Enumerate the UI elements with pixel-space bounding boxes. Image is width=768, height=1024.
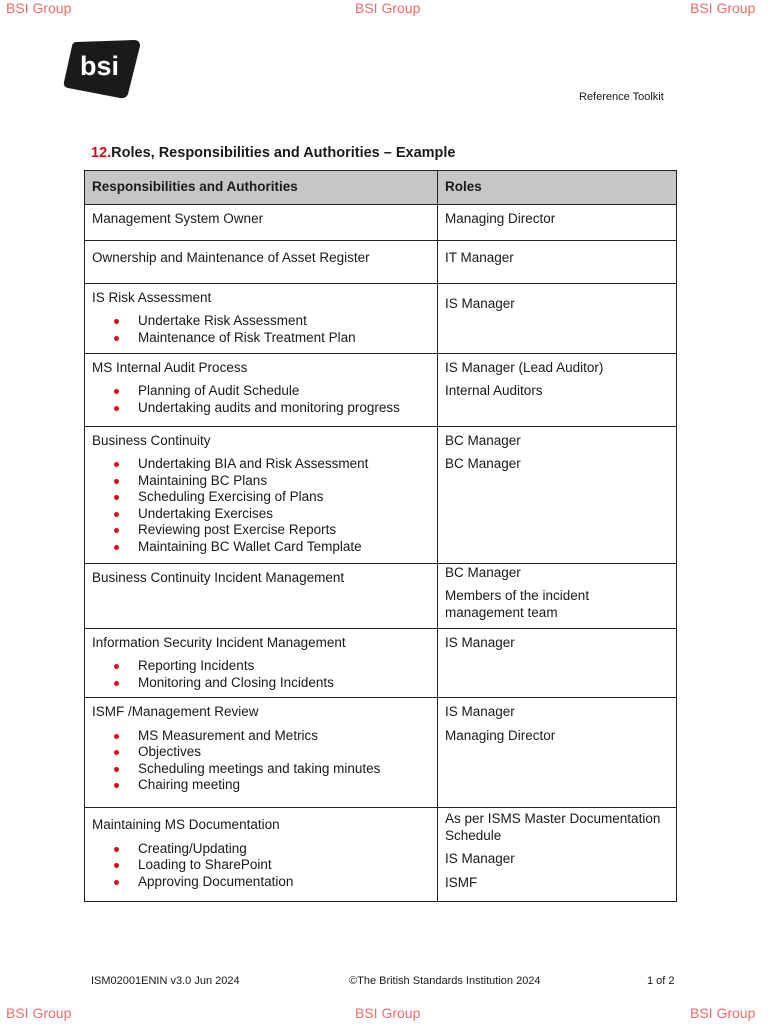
footer-page-number: 1 of 2 — [647, 975, 675, 987]
roles-cell — [438, 628, 677, 698]
table-row — [85, 698, 677, 808]
section-title: Roles, Responsibilities and Authorities – Example — [111, 145, 456, 161]
bullet-list — [92, 313, 430, 346]
footer-doc-code: ISM02001ENIN v3.0 Jun 2024 — [91, 975, 240, 987]
role-text: Managing Director — [445, 210, 556, 226]
table-row — [85, 426, 677, 563]
bullet-item: Objectives — [114, 744, 430, 761]
bullet-item: Maintaining BC Plans — [114, 473, 430, 490]
table-row — [85, 204, 677, 240]
reference-toolkit-label: Reference Toolkit — [579, 91, 664, 103]
footer-copyright: ©The British Standards Institution 2024 — [349, 975, 541, 987]
bullet-list — [92, 728, 430, 794]
watermark-top-center: BSI Group — [355, 0, 421, 16]
role-text: IT Manager — [445, 249, 514, 265]
role-text: IS Manager — [445, 295, 515, 311]
responsibility-cell — [85, 204, 438, 240]
table-row — [85, 283, 677, 353]
header-roles: Roles — [438, 171, 677, 205]
role-text: Internal Auditors — [445, 383, 543, 398]
role-text: BC Manager — [445, 432, 521, 448]
role-text: BC Manager — [445, 564, 521, 580]
role-text: IS Manager — [445, 634, 515, 650]
bullet-item: Reviewing post Exercise Reports — [114, 522, 430, 539]
bullet-item: Undertake Risk Assessment — [114, 313, 430, 330]
responsibility-cell — [85, 628, 438, 698]
responsibility-title: Business Continuity — [92, 432, 211, 448]
role-text: IS Manager — [445, 851, 515, 866]
bullet-item: Creating/Updating — [114, 841, 430, 858]
bullet-list — [92, 383, 430, 416]
responsibility-cell — [85, 808, 438, 902]
role-text: BC Manager — [445, 456, 521, 471]
watermark-bottom-right: BSI Group — [690, 1005, 756, 1021]
roles-cell — [438, 808, 677, 902]
roles-cell — [438, 426, 677, 563]
roles-cell — [438, 240, 677, 283]
responsibility-title: Ownership and Maintenance of Asset Register — [92, 249, 370, 265]
bullet-item: Reporting Incidents — [114, 658, 430, 675]
roles-cell — [438, 563, 677, 628]
watermark-top-left: BSI Group — [6, 0, 72, 16]
role-text: IS Manager (Lead Auditor) — [445, 359, 604, 375]
responsibility-cell — [85, 240, 438, 283]
bullet-item: Scheduling meetings and taking minutes — [114, 761, 430, 778]
bullet-list — [92, 658, 430, 691]
table-row — [85, 563, 677, 628]
responsibility-title: IS Risk Assessment — [92, 289, 212, 305]
section-number: 12. — [91, 145, 112, 161]
table-row — [85, 240, 677, 283]
roles-cell — [438, 353, 677, 426]
table-header-row — [85, 171, 677, 205]
roles-table — [84, 170, 677, 902]
bullet-item: Scheduling Exercising of Plans — [114, 489, 430, 506]
bullet-item: Maintenance of Risk Treatment Plan — [114, 330, 430, 347]
bullet-item: Loading to SharePoint — [114, 857, 430, 874]
responsibility-title: MS Internal Audit Process — [92, 359, 248, 375]
table-row — [85, 808, 677, 902]
responsibility-cell — [85, 426, 438, 563]
bullet-item: Planning of Audit Schedule — [114, 383, 430, 400]
role-text: Members of the incident management team — [445, 588, 590, 620]
bullet-item: MS Measurement and Metrics — [114, 728, 430, 745]
role-text: ISMF — [445, 874, 478, 890]
bullet-list — [92, 456, 430, 555]
watermark-bottom-center: BSI Group — [355, 1005, 421, 1021]
table-row — [85, 628, 677, 698]
watermark-bottom-left: BSI Group — [6, 1005, 72, 1021]
responsibility-title: Management System Owner — [92, 210, 264, 226]
responsibility-cell — [85, 563, 438, 628]
role-text: IS Manager — [445, 704, 515, 719]
responsibility-title: Information Security Incident Management — [92, 634, 346, 650]
header-responsibilities: Responsibilities and Authorities — [85, 171, 438, 205]
roles-cell — [438, 283, 677, 353]
role-text: Managing Director — [445, 727, 556, 743]
responsibility-cell — [85, 698, 438, 808]
responsibility-cell — [85, 283, 438, 353]
section-heading — [91, 145, 456, 161]
table-row — [85, 353, 677, 426]
watermark-top-right: BSI Group — [690, 0, 756, 16]
bullet-item: Monitoring and Closing Incidents — [114, 675, 430, 692]
bullet-item: Undertaking Exercises — [114, 506, 430, 523]
roles-cell — [438, 698, 677, 808]
bullet-item: Maintaining BC Wallet Card Template — [114, 539, 430, 556]
role-text: As per ISMS Master Documentation Schedule — [445, 811, 661, 843]
bsi-logo — [62, 38, 142, 100]
responsibility-title: Maintaining MS Documentation — [92, 817, 280, 832]
responsibility-title: ISMF /Management Review — [92, 704, 259, 719]
responsibility-cell — [85, 353, 438, 426]
bullet-item: Chairing meeting — [114, 777, 430, 794]
logo-text: bsi — [80, 51, 120, 81]
bullet-item: Undertaking BIA and Risk Assessment — [114, 456, 430, 473]
bullet-item: Undertaking audits and monitoring progress — [114, 400, 430, 417]
responsibility-title: Business Continuity Incident Management — [92, 569, 345, 585]
roles-cell — [438, 204, 677, 240]
bullet-item: Approving Documentation — [114, 874, 430, 891]
bullet-list — [92, 841, 430, 891]
